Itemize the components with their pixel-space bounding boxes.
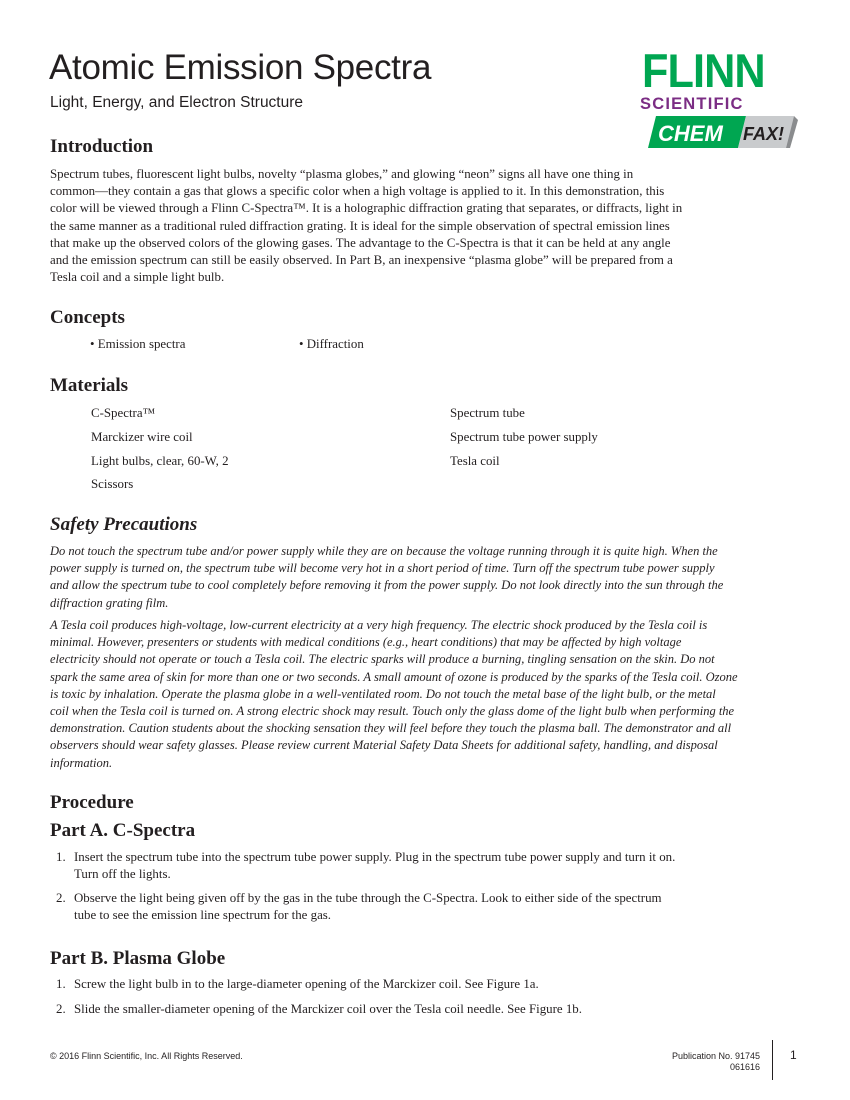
chemfax-badge — [646, 116, 798, 148]
page-number: 1 — [790, 1048, 797, 1062]
text-line: minimal. However, presenters or students with medical conditions (e.g., heart conditions) that may be affected by high voltage — [50, 635, 682, 650]
chemfax-chem-text: CHEM — [658, 121, 723, 146]
text-line: and the emission spectrum can still be easily observed. In Part B, an inexpensive “plasma globe” will be prepared from a — [50, 253, 673, 268]
material-item: C-Spectra™ — [91, 406, 156, 420]
text-line: observers should wear safety glasses. Please review current Material Safety Data Sheets for additional safety, handling, and disposal — [50, 738, 718, 753]
text-line: and allow the spectrum tube to cool completely before removing it from the power supply. Do not look directly into the sun through the — [50, 578, 724, 593]
logo-flinn-text: FLINN — [642, 44, 765, 97]
text-line: information. — [50, 755, 113, 770]
page-subtitle: Light, Energy, and Electron Structure — [50, 94, 304, 111]
footer-divider — [772, 1040, 773, 1080]
text-line: tube to see the emission line spectrum for the gas. — [74, 908, 332, 923]
material-item: Spectrum tube — [450, 406, 525, 420]
text-line: Slide the smaller-diameter opening of the Marckizer coil over the Tesla coil needle. See Figure 1b. — [74, 1002, 582, 1016]
text-line: power supply is turned on, the spectrum tube will become very hot in a short period of time. Turn off the spectrum tube power supply — [50, 561, 715, 576]
material-item: Marckizer wire coil — [91, 430, 193, 444]
text-line: spark the same area of skin for more than one or two seconds. A small amount of ozone is produced by the sparks of the Tesla coil. Ozone — [50, 669, 738, 684]
step-number: 1. — [56, 977, 66, 991]
step-number: 2. — [56, 1002, 66, 1016]
procedure-step — [56, 890, 776, 926]
text-line: demonstration. Caution students about the shocking sensation they will feel before they touch the plasma ball. The demonstrator and all — [50, 721, 732, 736]
logo-scientific-text: SCIENTIFIC — [640, 95, 744, 113]
text-line: color will be viewed through a Flinn C-Spectra™. It is a holographic diffraction grating that separates, or diffracts, light in — [50, 201, 683, 216]
procedure-heading: Procedure — [50, 792, 134, 813]
safety-heading: Safety Precautions — [50, 514, 198, 535]
safety-paragraph-1 — [50, 543, 785, 612]
text-line: Insert the spectrum tube into the spectrum tube power supply. Plug in the spectrum tube power supply and turn it on. — [74, 850, 676, 864]
text-line: is toxic by inhalation. Operate the plasma globe in a well-ventilated room. Do not touch the metal base of the light bulb, or the metal — [50, 686, 716, 701]
text-line: coil when the Tesla coil is turned on. A strong electric shock may result. Touch only the glass dome of the light bulb when performing the — [50, 704, 735, 719]
text-line: Observe the light being given off by the gas in the tube through the C-Spectra. Look to either side of the spectrum — [74, 891, 662, 905]
material-item: Tesla coil — [450, 454, 500, 468]
material-item: Scissors — [91, 477, 134, 491]
part-a-heading: Part A. C-Spectra — [50, 820, 196, 841]
text-line: Do not touch the spectrum tube and/or power supply while they are on because the voltage running through it is quite high. When the — [50, 544, 718, 558]
concepts-heading: Concepts — [50, 307, 125, 328]
page-title: Atomic Emission Spectra — [49, 48, 432, 87]
introduction-text — [50, 166, 785, 286]
text-line: Tesla coil and a simple light bulb. — [50, 270, 225, 285]
concept-item: • Emission spectra — [90, 337, 186, 351]
procedure-step — [56, 976, 776, 994]
text-line: A Tesla coil produces high-voltage, low-current electricity at a very high frequency. The electric shock produced by the Tesla coil is — [50, 618, 708, 632]
text-line: that make up the observed colors of the glowing gases. The advantage to the C-Spectra is that it can be held at any angle — [50, 235, 671, 250]
step-number: 1. — [56, 850, 66, 864]
chemfax-fax-text: FAX! — [743, 124, 785, 144]
procedure-step — [56, 1001, 776, 1019]
material-item: Light bulbs, clear, 60-W, 2 — [91, 454, 229, 468]
text-line: common—they contain a gas that glows a specific color when a high voltage is applied to it. In this demonstration, this — [50, 184, 665, 199]
text-line: diffraction grating film. — [50, 595, 169, 610]
safety-paragraph-2 — [50, 617, 785, 772]
procedure-step — [56, 849, 776, 885]
text-line: Screw the light bulb in to the large-diameter opening of the Marckizer coil. See Figure 1a. — [74, 977, 539, 991]
text-line: Turn off the lights. — [74, 867, 171, 882]
text-line: Spectrum tubes, fluorescent light bulbs, novelty “plasma globes,” and glowing “neon” signs all have one thing in — [50, 167, 634, 181]
flinn-logo — [640, 44, 800, 152]
step-number: 2. — [56, 891, 66, 905]
text-line: the same manner as a traditional ruled diffraction grating. It is ideal for the simple observation of spectral emission lines — [50, 218, 670, 233]
footer-publication: Publication No. 91745 — [671, 1051, 760, 1061]
material-item: Spectrum tube power supply — [450, 430, 598, 444]
concept-item: • Diffraction — [299, 337, 364, 351]
footer-code: 061616 — [729, 1062, 760, 1072]
introduction-heading: Introduction — [50, 136, 154, 157]
materials-heading: Materials — [50, 375, 129, 396]
part-b-heading: Part B. Plasma Globe — [50, 948, 226, 969]
text-line: electricity should not operate or touch a Tesla coil. The electric sparks will produce a burning, tingling sensation on the skin. Do not — [50, 652, 715, 667]
footer-copyright: © 2016 Flinn Scientific, Inc. All Rights Reserved. — [50, 1051, 243, 1061]
